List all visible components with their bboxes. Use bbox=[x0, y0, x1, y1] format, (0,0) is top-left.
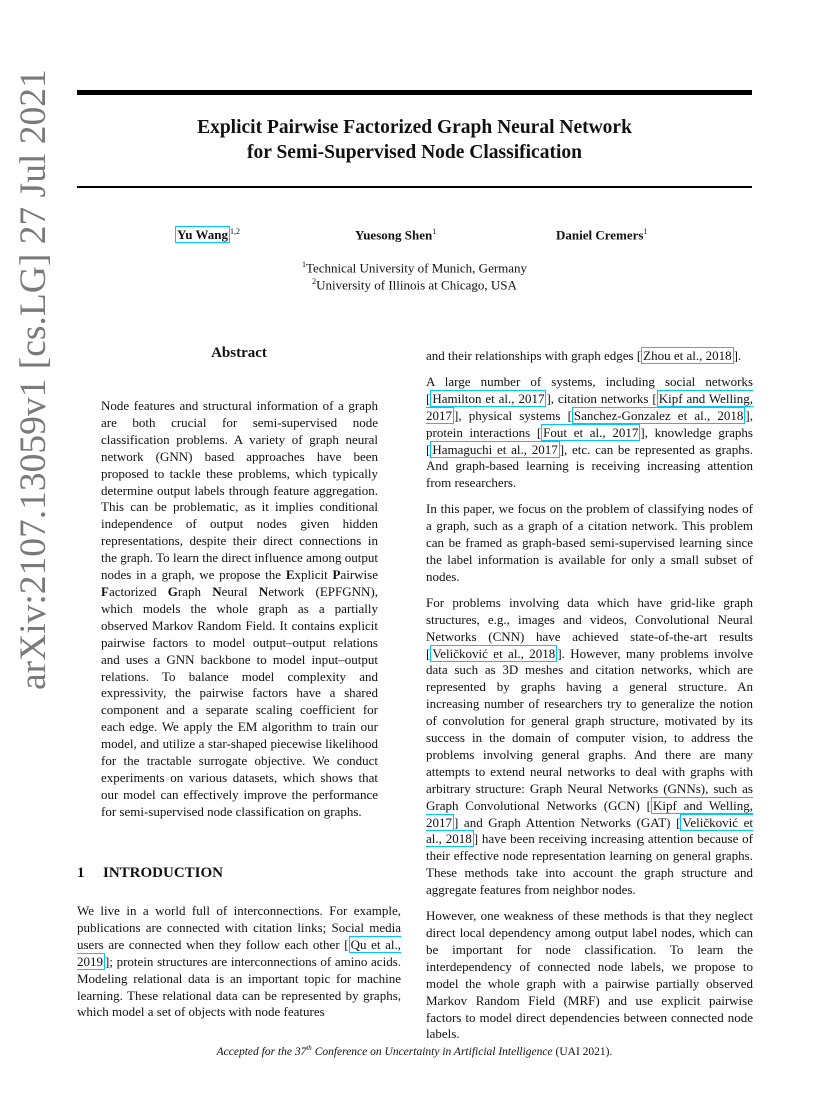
acronym-rest: xplicit bbox=[294, 567, 333, 583]
author-sup: 1 bbox=[643, 227, 648, 236]
citation-link[interactable]: Veličković et al., 2018 bbox=[426, 814, 753, 847]
abstract-text: (EPFGNN), which models the whole graph as a partially observed Markov Random Field. It contains explicit pairwise factors to model output–output relations and uses a GNN backbone to model input–output relations. To balance model complexity and expressivity, the pairwise factors have a shared component and a separate scaling coefficient for each edge. We apply the EM algorithm to train our model, and utilize a star-shaped piecewise likelihood for the tractable surrogate objective. We conduct experiments on various datasets, which shows that our model can effectively improve the performance for semi-supervised node classification on graphs. bbox=[101, 583, 378, 819]
citation-link[interactable]: Sanchez-Gonzalez et al., 2018 bbox=[573, 407, 744, 423]
acronym-initial: F bbox=[101, 583, 109, 599]
title-line-1: Explicit Pairwise Factorized Graph Neural Network bbox=[197, 117, 632, 138]
intro-paragraph bbox=[77, 903, 401, 1021]
footer-text: Accepted for the 37 bbox=[216, 1045, 307, 1058]
acronym-rest: eural bbox=[221, 583, 259, 599]
body-text: ], knowledge graphs [ bbox=[426, 424, 753, 457]
author-name: Daniel Cremers bbox=[556, 227, 644, 243]
body-text: ] have been receiving increasing attention because of their effective node representation learning on general graphs. These methods take into account the graph structure and aggregate features from neighbor nodes. bbox=[426, 831, 753, 898]
body-text: For problems involving data which have grid-like graph structures, e.g., images and videos, Convolutional Neural Networks (CNN) have achieved state-of-the-art results [ bbox=[426, 594, 753, 661]
paragraph bbox=[426, 374, 753, 492]
author-2 bbox=[355, 227, 436, 243]
body-text: We live in a world full of interconnections. For example, publications are connected with citation links; Social media users are connected when they follow each other [ bbox=[77, 903, 401, 952]
affiliation-sup: 2 bbox=[312, 277, 317, 286]
citation-link[interactable]: Veličković et al., 2018 bbox=[432, 645, 556, 661]
footer-note bbox=[77, 1044, 752, 1058]
title-rule-top bbox=[77, 90, 752, 95]
acronym-rest: actorized bbox=[108, 583, 168, 599]
affiliation-sup: 1 bbox=[301, 260, 306, 269]
section-heading bbox=[77, 865, 223, 882]
affiliation-2 bbox=[77, 277, 752, 293]
acronym-rest: airwise bbox=[340, 567, 378, 583]
paragraph bbox=[426, 348, 753, 365]
abstract-heading: Abstract bbox=[211, 345, 267, 361]
section-number: 1 bbox=[77, 865, 85, 881]
acronym-initial: N bbox=[258, 583, 269, 599]
affiliation-1 bbox=[77, 260, 752, 276]
acronym-rest: etwork bbox=[268, 583, 305, 599]
body-text: ] and Graph Attention Networks (GAT) [ bbox=[454, 814, 681, 830]
body-text: ]. bbox=[733, 348, 742, 363]
footer-text: Conference on Uncertainty in Artificial Intelligence bbox=[311, 1045, 553, 1058]
acronym-rest: raph bbox=[177, 583, 213, 599]
citation-link[interactable]: Hamilton et al., 2017 bbox=[432, 390, 545, 406]
author-3 bbox=[556, 227, 647, 243]
paragraph: In this paper, we focus on the problem of classifying nodes of a graph, such as a graph of a citation network. This problem can be framed as graph-based semi-supervised learning since the label information is available for only a small subset of nodes. bbox=[426, 501, 753, 584]
acronym-initial: N bbox=[212, 583, 222, 599]
body-text: ], protein interactions [ bbox=[426, 407, 754, 440]
body-text: ]; protein structures are interconnections of amino acids. Modeling relational data is an important topic for machine learning. These relational data can be represented by graphs, which model a set of objects with node features bbox=[77, 953, 401, 1020]
acronym-initial: E bbox=[285, 567, 295, 583]
body-text: ], physical systems [ bbox=[454, 407, 572, 423]
right-column bbox=[426, 348, 753, 1052]
abstract-text: Node features and structural information of a graph are both crucial for semi-supervised node classification problems. A variety of graph neural network (GNN) based approaches have been proposed to tackle these problems, which typically determine output labels through feature aggregation. This can be problematic, as it implies conditional independence of output nodes given hidden representations, despite their direct connections in the graph. To learn the direct influence among output nodes in a graph, we propose the bbox=[101, 398, 378, 583]
acronym-initial: P bbox=[332, 567, 341, 583]
acronym-initial: G bbox=[167, 583, 178, 599]
citation-link[interactable]: Zhou et al., 2018 bbox=[643, 348, 732, 363]
body-text: A large number of systems, including social networks [ bbox=[426, 373, 753, 406]
body-text: ], etc. can be represented as graphs. And graph-based learning is receiving increasing attention from researchers. bbox=[426, 441, 754, 491]
citation-link[interactable]: Qu et al., 2019 bbox=[77, 936, 402, 969]
citation-link[interactable]: Kipf and Welling, 2017 bbox=[426, 797, 753, 830]
paragraph bbox=[426, 595, 753, 899]
footer-sup: th bbox=[306, 1044, 312, 1052]
paper-title bbox=[77, 115, 752, 165]
paragraph: However, one weakness of these methods is that they neglect direct local dependency among output label nodes, which can be important for node classification. To learn the interdependency of connected node labels, we propose to model the whole graph with a pairwise partially observed Markov Random Field (MRF) and use explicit pairwise factors to model direct dependencies between connected node labels. bbox=[426, 908, 753, 1042]
arxiv-side-stamp: arXiv:2107.13059v1 [cs.LG] 27 Jul 2021 bbox=[13, 69, 54, 690]
title-rule-bottom bbox=[77, 186, 752, 188]
author-name: Yuesong Shen bbox=[355, 227, 433, 243]
abstract-body bbox=[101, 398, 378, 821]
affiliation-text: Technical University of Munich, Germany bbox=[305, 260, 528, 276]
section-title: INTRODUCTION bbox=[103, 865, 224, 881]
author-sup: 1 bbox=[432, 227, 437, 236]
author-1 bbox=[175, 227, 240, 243]
body-text: ]. However, many problems involve data such as 3D meshes and citation networks, which are represented by graphs having a general structure. An increasing number of researchers try to generalize the notion of convolution for general graph structure, motivated by its success in the domain of computer vision, to address the problems involving general graphs. And there are many attempts to extend neural networks to deal with graphs with arbitrary structure: Graph Neural Networks (GNNs), such as Graph Convolutional Networks (GCN) [ bbox=[426, 645, 753, 813]
footer-text: (UAI 2021). bbox=[552, 1045, 613, 1058]
citation-link[interactable]: Kipf and Welling, 2017 bbox=[426, 390, 753, 423]
body-text: ], citation networks [ bbox=[546, 390, 657, 406]
citation-link[interactable]: Hamaguchi et al., 2017 bbox=[432, 441, 558, 457]
title-line-2: for Semi-Supervised Node Classification bbox=[247, 142, 582, 163]
body-text: and their relationships with graph edges [ bbox=[426, 348, 642, 363]
author-link[interactable]: Yu Wang bbox=[177, 227, 228, 243]
affiliation-text: University of Illinois at Chicago, USA bbox=[316, 277, 517, 293]
author-sup: 1,2 bbox=[229, 227, 240, 236]
citation-link[interactable]: Fout et al., 2017 bbox=[543, 424, 639, 440]
footer-venue bbox=[217, 1046, 553, 1058]
